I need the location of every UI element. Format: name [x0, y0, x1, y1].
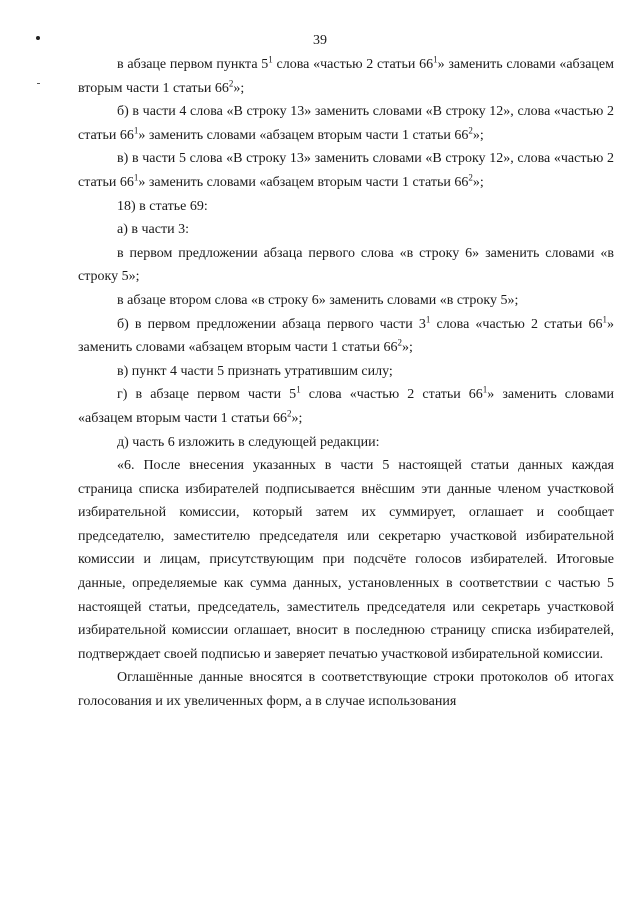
document-body: [78, 53, 614, 714]
superscript: 1: [296, 384, 301, 395]
superscript: 2: [468, 125, 473, 136]
text-run: «6. После внесения указанных в части 5 настоящей статьи данных каждая страница списка избирателей подписывается внёсшим эти данные членом участковой избирательной комиссии, который затем их суммирует, оглашает и сообщает председателю, заместителю председателя или секретарю участковой избирательной комиссии и лицам, присутствующим при подсчёте голосов избирателей. Итоговые данные, определяемые как сумма данных, установленных в соответствии с частью 5 настоящей статьи, председатель, заместитель председателя или секретарь участковой избирательной комиссии оглашает, вносит в последнюю страницу списка избирателей, подтверждает своей подписью и заверяет печатью участковой избирательной комиссии.: [78, 458, 614, 662]
superscript: 1: [602, 313, 608, 324]
text-run: » заменить словами «абзацем вторым части 1 статьи 66: [78, 316, 615, 356]
text-run: б) в первом предложении абзаца первого части 3: [117, 316, 426, 332]
text-run: в абзаце втором слова «в строку 6» заменить словами «в строку 5»;: [117, 292, 519, 308]
text-run: в первом предложении абзаца первого слова «в строку 6» заменить словами «в строку 5»;: [78, 245, 614, 285]
paragraph: [78, 242, 614, 289]
paragraph: [78, 313, 614, 360]
text-run: »;: [472, 174, 484, 190]
superscript: 2: [228, 77, 234, 88]
superscript: 2: [287, 408, 292, 419]
superscript: 1: [482, 384, 488, 395]
superscript: 1: [268, 54, 273, 65]
paragraph: [78, 454, 614, 666]
text-run: в абзаце первом пункта 5: [117, 57, 269, 72]
text-run: 18) в статье 69:: [117, 198, 208, 214]
paragraph: [78, 195, 614, 219]
text-run: г) в абзаце первом части 5: [117, 387, 297, 403]
margin-dash-mark: [37, 83, 40, 84]
text-run: » заменить словами «абзацем вторым части 1 статьи 66: [78, 57, 614, 96]
paragraph: [78, 360, 614, 384]
superscript: 1: [433, 54, 438, 65]
superscript: 1: [133, 125, 139, 136]
paragraph: [78, 100, 614, 147]
text-run: слова «частью 2 статьи 66: [300, 387, 483, 403]
text-run: б) в части 4 слова «В строку 13» заменить словами «В строку 12», слова «частью 2 статьи 66: [78, 104, 614, 143]
text-run: в) в части 5 слова «В строку 13» заменить словами «В строку 12», слова «частью 2 статьи 66: [78, 151, 614, 190]
text-run: »;: [233, 80, 245, 96]
paragraph: [78, 383, 614, 430]
text-run: слова «частью 2 статьи 66: [430, 316, 603, 332]
superscript: 1: [425, 313, 431, 324]
text-run: а) в части 3:: [117, 222, 189, 238]
page-number: 39: [313, 33, 327, 48]
text-run: » заменить словами «абзацем вторым части 1 статьи 66: [138, 127, 469, 143]
text-run: Оглашённые данные вносятся в соответствующие строки протоколов об итогах голосования и их увеличенных форм, а в случае использования: [78, 670, 614, 710]
text-run: слова «частью 2 статьи 66: [272, 57, 434, 72]
text-run: » заменить словами «абзацем вторым части 1 статьи 66: [78, 387, 614, 426]
superscript: 2: [397, 337, 403, 348]
text-run: д) часть 6 изложить в следующей редакции:: [117, 434, 380, 450]
paragraph: [78, 431, 614, 455]
paragraph: [78, 53, 614, 100]
paragraph: [78, 147, 614, 194]
text-run: в) пункт 4 части 5 признать утратившим силу;: [117, 363, 393, 379]
superscript: 1: [133, 172, 139, 183]
paragraph: [78, 218, 614, 242]
superscript: 2: [468, 172, 473, 183]
text-run: » заменить словами «абзацем вторым части 1 статьи 66: [138, 174, 469, 190]
text-run: »;: [291, 410, 303, 426]
text-run: »;: [402, 340, 413, 356]
text-run: »;: [472, 127, 484, 143]
paragraph: [78, 289, 614, 313]
paragraph: [78, 666, 614, 713]
